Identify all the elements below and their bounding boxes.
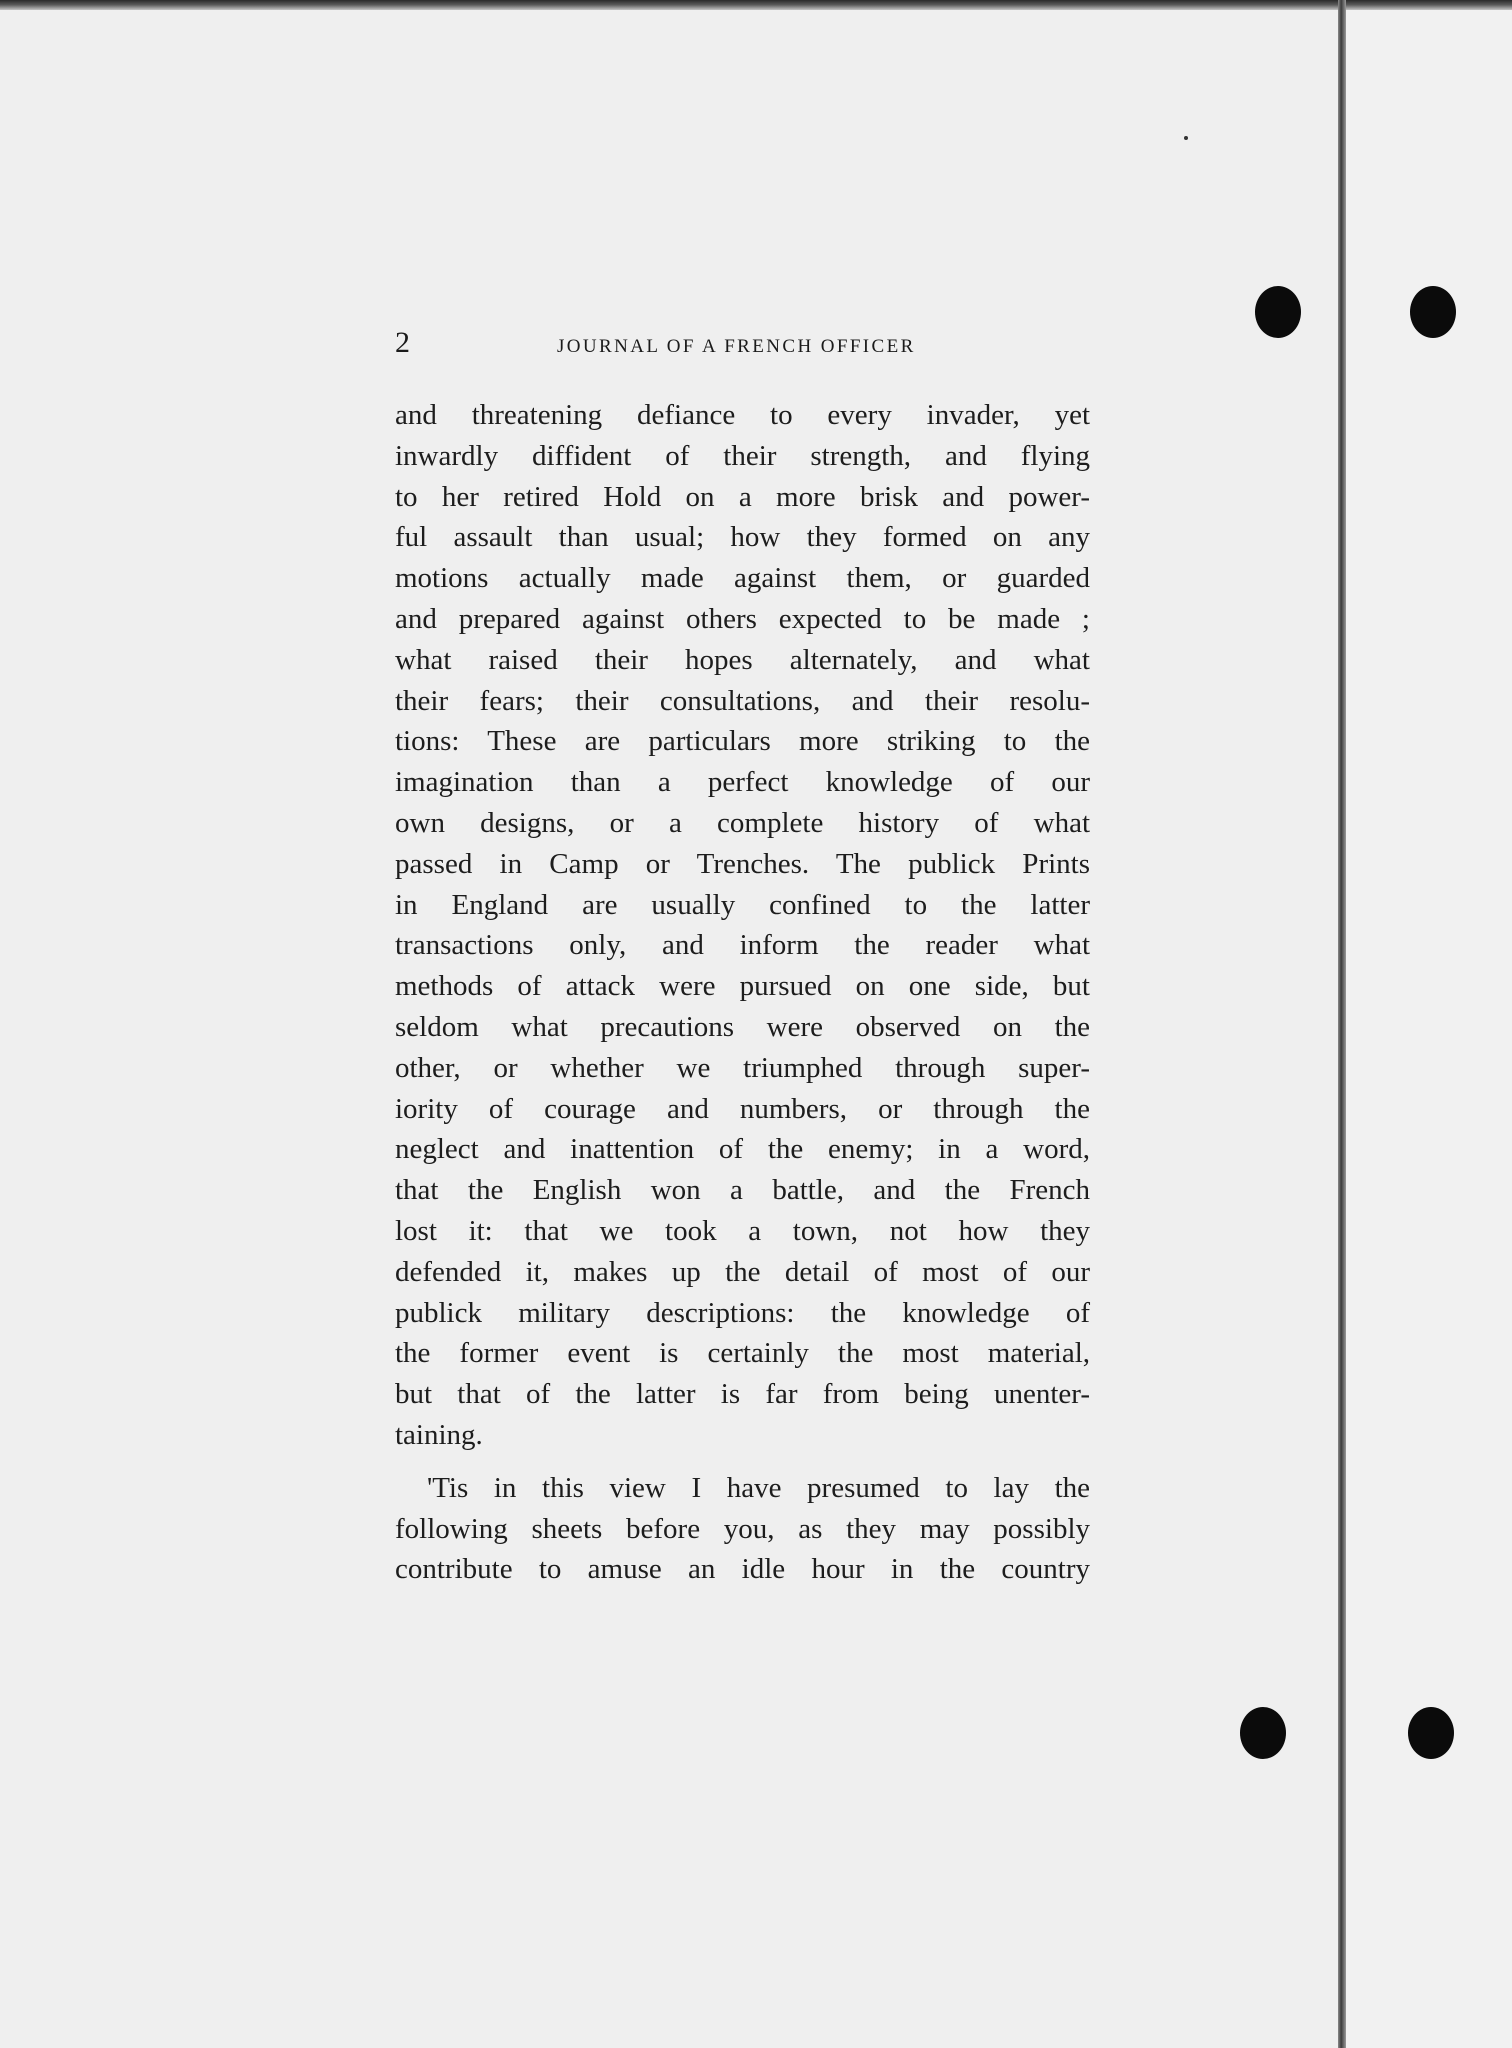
text-line: contribute to amuse an idle hour in the country [395, 1553, 1090, 1586]
running-title: JOURNAL OF A FRENCH OFFICER [557, 336, 916, 357]
page-header [395, 326, 1095, 372]
text-line: lost it: that we took a town, not how they [395, 1214, 1090, 1247]
book-page [0, 10, 1340, 2048]
adjacent-page [1346, 10, 1512, 2048]
text-line: following sheets before you, as they may possibly [395, 1512, 1090, 1545]
text-line: their fears; their consultations, and their resolu- [395, 684, 1090, 717]
text-line: inwardly diffident of their strength, and flying [395, 439, 1090, 472]
page-number: 2 [395, 326, 410, 359]
punch-hole [1408, 1707, 1454, 1759]
text-line: motions actually made against them, or guarded [395, 562, 1090, 595]
dust-speck [1184, 136, 1188, 140]
paragraph [395, 395, 1090, 1456]
text-line: imagination than a perfect knowledge of our [395, 766, 1090, 799]
text-line: other, or whether we triumphed through super- [395, 1051, 1090, 1084]
paragraph-gap [395, 1456, 1090, 1468]
text-line: and prepared against others expected to be made ; [395, 602, 1090, 635]
text-line: passed in Camp or Trenches. The publick Prints [395, 847, 1090, 880]
paragraph [395, 1468, 1090, 1590]
punch-hole [1255, 286, 1301, 338]
text-line: defended it, makes up the detail of most of our [395, 1255, 1090, 1288]
text-line: own designs, or a complete history of what [395, 806, 1090, 839]
text-line: publick military descriptions: the knowledge of [395, 1296, 1090, 1329]
text-line: transactions only, and inform the reader what [395, 929, 1090, 962]
text-line: 'Tis in this view I have presumed to lay the [427, 1471, 1090, 1504]
text-line: and threatening defiance to every invader, yet [395, 399, 1090, 431]
text-line: iority of courage and numbers, or through the [395, 1092, 1090, 1125]
text-line: methods of attack were pursued on one side, but [395, 970, 1090, 1003]
body-text [395, 395, 1090, 1590]
text-line: but that of the latter is far from being unenter- [395, 1378, 1090, 1411]
text-line: to her retired Hold on a more brisk and power- [395, 480, 1090, 513]
text-line: tions: These are particulars more striking to the [395, 725, 1090, 758]
text-line: taining. [395, 1418, 483, 1451]
text-line: that the English won a battle, and the French [395, 1174, 1090, 1207]
punch-hole [1410, 286, 1456, 338]
punch-hole [1240, 1707, 1286, 1759]
text-line: in England are usually confined to the latter [395, 888, 1090, 921]
page-edge [1338, 0, 1346, 2048]
text-line: the former event is certainly the most material, [395, 1337, 1090, 1370]
text-line: what raised their hopes alternately, and what [395, 643, 1090, 676]
text-line: ful assault than usual; how they formed on any [395, 521, 1090, 554]
text-line: seldom what precautions were observed on the [395, 1010, 1090, 1043]
text-line: neglect and inattention of the enemy; in a word, [395, 1133, 1090, 1166]
